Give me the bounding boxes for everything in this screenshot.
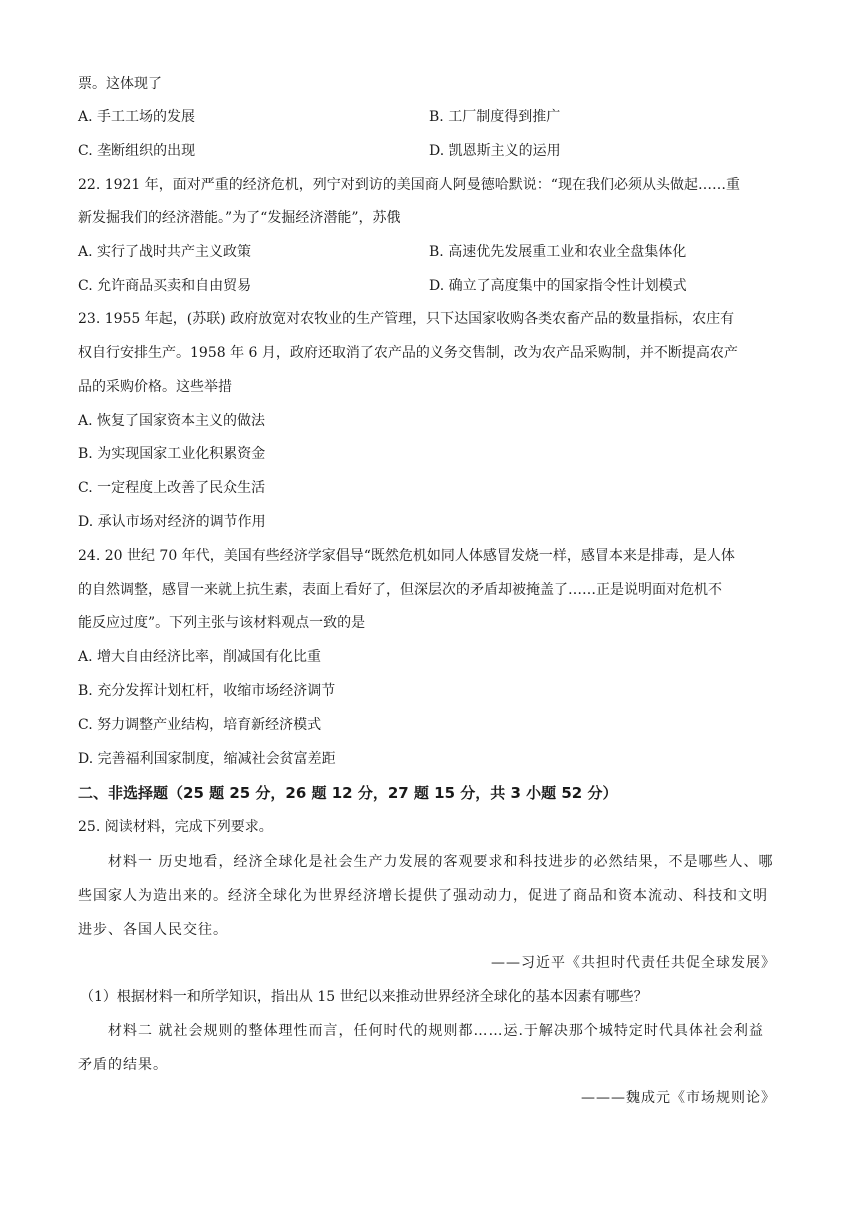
q24-stem-line-1: 24. 20 世纪 70 年代，美国有些经济学家倡导“既然危机如同人体感冒发烧一样，感冒本来是排毒，是人体 — [78, 548, 735, 564]
q24-option-a: A. 增大自由经济比率，削减国有化比重 — [78, 649, 322, 665]
q21-option-b: B. 工厂制度得到推广 — [429, 109, 561, 125]
q22-stem-line-1: 22. 1921 年，面对严重的经济危机，列宁对到访的美国商人阿曼德哈默说：“现在我们必须从头做起……重 — [78, 177, 740, 193]
q25-intro: 25. 阅读材料，完成下列要求。 — [78, 819, 273, 835]
q24-stem-line-2: 的自然调整，感冒一来就上抗生素，表面上看好了，但深层次的矛盾却被掩盖了……正是说明面对危机不 — [78, 582, 722, 598]
material-1-line-3: 进步、各国人民交往。 — [78, 922, 228, 938]
material-2-line-1: 材料二 就社会规则的整体理性而言，任何时代的规则都……运.于解决那个城特定时代具体社会利益 — [108, 1023, 764, 1039]
q23-option-a: A. 恢复了国家资本主义的做法 — [78, 413, 266, 429]
section-heading: 二、非选择题（25 题 25 分，26 题 12 分，27 题 15 分，共 3 小题 52 分） — [78, 784, 618, 802]
q23-option-c: C. 一定程度上改善了民众生活 — [78, 480, 266, 496]
q23-option-b: B. 为实现国家工业化积累资金 — [78, 446, 266, 462]
q22-stem-line-2: 新发掘我们的经济潜能。”为了“发掘经济潜能”，苏俄 — [78, 210, 401, 226]
material-1-line-2: 些国家人为造出来的。经济全球化为世界经济增长提供了强动动力，促进了商品和资本流动、科技和文明 — [78, 888, 768, 904]
q21-option-a: A. 手工工场的发展 — [78, 109, 196, 125]
q22-option-c: C. 允许商品买卖和自由贸易 — [78, 278, 252, 294]
q24-option-b: B. 充分发挥计划杠杆，收缩市场经济调节 — [78, 683, 336, 699]
q25-question-1: （1）根据材料一和所学知识，指出从 15 世纪以来推动世界经济全球化的基本因素有哪些？ — [80, 989, 648, 1005]
q23-stem-line-2: 权自行安排生产。1958 年 6 月，政府还取消了农产品的义务交售制，改为农产品采购制，并不断提高农产 — [78, 345, 738, 361]
q21-stem-tail: 票。这体现了 — [78, 76, 162, 92]
q24-option-d: D. 完善福利国家制度，缩减社会贫富差距 — [78, 751, 336, 767]
material-2-source: ———魏成元《市场规则论》 — [581, 1090, 776, 1106]
q23-stem-line-1: 23. 1955 年起，(苏联) 政府放宽对农牧业的生产管理，只下达国家收购各类农畜产品的数量指标，农庄有 — [78, 311, 735, 327]
q22-option-b: B. 高速优先发展重工业和农业全盘集体化 — [429, 244, 687, 260]
q21-option-d: D. 凯恩斯主义的运用 — [429, 143, 561, 159]
q21-option-c: C. 垄断组织的出现 — [78, 143, 196, 159]
material-2-line-2: 矛盾的结果。 — [78, 1057, 168, 1073]
q24-stem-line-3: 能反应过度”。下列主张与该材料观点一致的是 — [78, 615, 366, 631]
q24-option-c: C. 努力调整产业结构，培育新经济模式 — [78, 717, 322, 733]
q22-option-d: D. 确立了高度集中的国家指令性计划模式 — [429, 278, 687, 294]
material-1-line-1: 材料一 历史地看，经济全球化是社会生产力发展的客观要求和科技进步的必然结果，不是哪些人、哪 — [108, 854, 774, 870]
q23-stem-line-3: 品的采购价格。这些举措 — [78, 379, 232, 395]
material-1-source: ——习近平《共担时代责任共促全球发展》 — [491, 955, 776, 971]
q22-option-a: A. 实行了战时共产主义政策 — [78, 244, 252, 260]
q23-option-d: D. 承认市场对经济的调节作用 — [78, 514, 266, 530]
